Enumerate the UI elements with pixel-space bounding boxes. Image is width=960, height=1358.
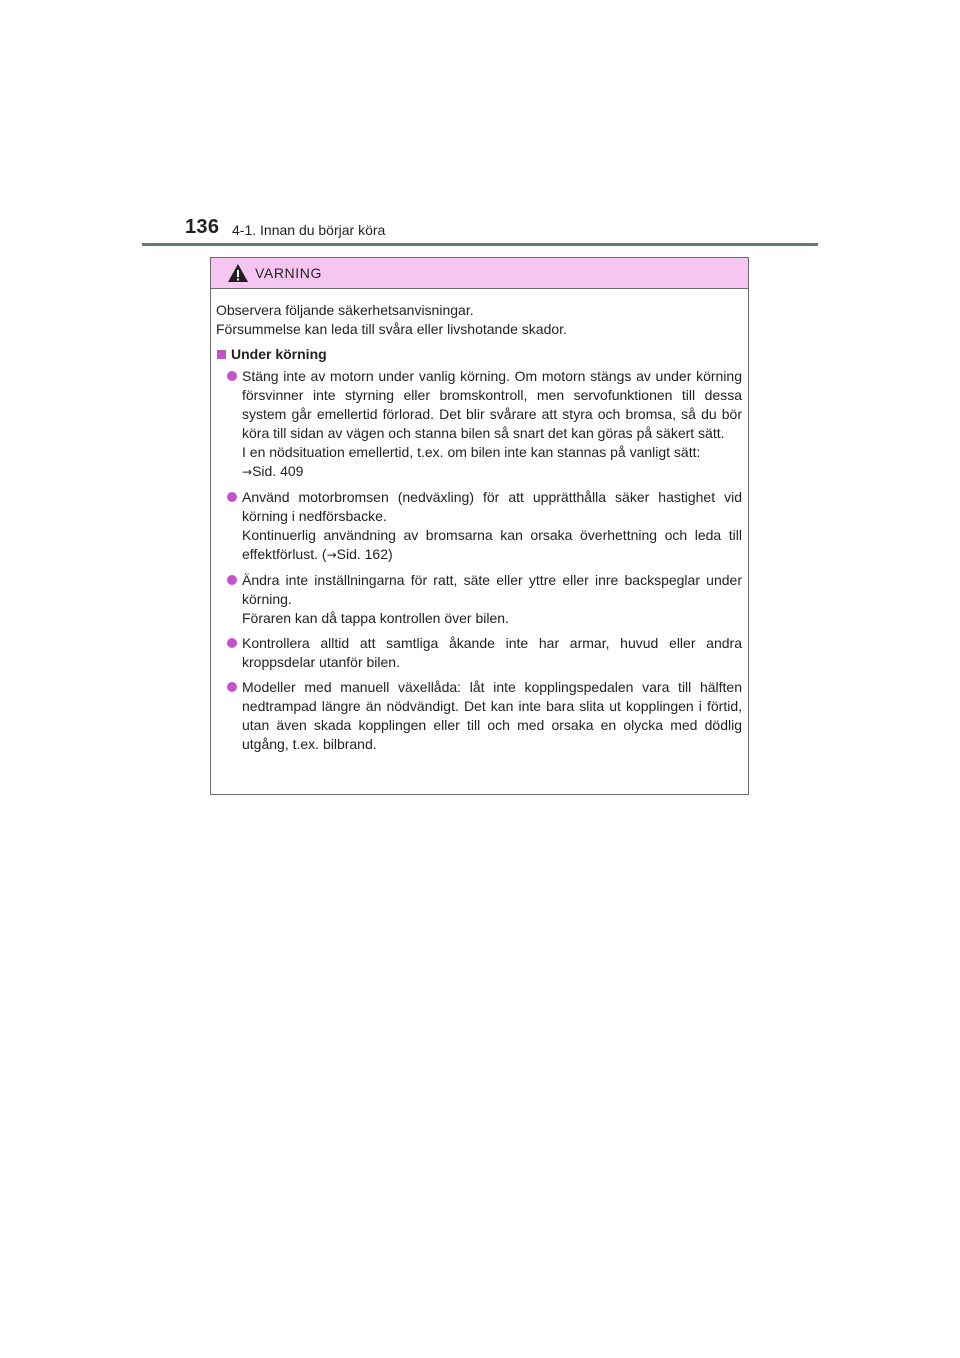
list-item	[216, 678, 742, 754]
square-bullet-icon	[217, 350, 226, 359]
bullet-text: Ändra inte inställningarna för ratt, säte eller yttre eller inre backspeglar under körning.	[242, 572, 742, 607]
bullet-text: I en nödsituation emellertid, t.ex. om bilen inte kan stannas på vanligt sätt:	[242, 444, 701, 460]
list-item	[216, 488, 742, 565]
subheading	[216, 345, 742, 364]
warning-body	[211, 289, 748, 754]
list-item	[216, 634, 742, 672]
bullet-text: Använd motorbromsen (nedväxling) för att upprätthålla säker hastighet vid körning i nedförsbacke.	[242, 489, 742, 524]
header-divider	[142, 243, 818, 246]
page-reference	[242, 462, 742, 482]
warning-triangle-icon	[227, 263, 249, 283]
list-item	[216, 367, 742, 482]
round-bullet-icon	[227, 575, 237, 585]
page-reference-text[interactable]: Sid. 162)	[336, 546, 393, 562]
page-number: 136	[185, 216, 220, 238]
round-bullet-icon	[227, 638, 237, 648]
bullet-text: Stäng inte av motorn under vanlig körning. Om motorn stängs av under körning försvinner inte styrning eller bromskontroll, men servofunktionen till dessa system går emellertid förlorad. Det blir svårare att styra och bromsa, så du bör köra till sidan av vägen och stanna bilen så snart det kan göras på säkert sätt.	[242, 368, 742, 441]
warning-intro	[216, 301, 742, 339]
list-item	[216, 571, 742, 628]
warning-list	[216, 367, 742, 754]
intro-line: Försummelse kan leda till svåra eller livshotande skador.	[216, 321, 567, 337]
round-bullet-icon	[227, 682, 237, 692]
subheading-text: Under körning	[231, 346, 327, 362]
round-bullet-icon	[227, 371, 237, 381]
intro-line: Observera följande säkerhetsanvisningar.	[216, 302, 474, 318]
arrow-icon: →	[326, 548, 337, 562]
bullet-text	[242, 526, 742, 565]
warning-box	[210, 257, 749, 795]
section-title: 4-1. Innan du börjar köra	[232, 222, 386, 238]
round-bullet-icon	[227, 492, 237, 502]
bullet-text: Modeller med manuell växellåda: låt inte kopplingspedalen vara till hälften nedtrampad längre än nödvändigt. Det kan inte bara slita ut kopplingen i förtid, utan även skada kopplingen eller till och med orsaka en olycka med dödlig utgång, t.ex. bilbrand.	[242, 679, 742, 752]
warning-header	[211, 258, 748, 289]
bullet-text: Kontrollera alltid att samtliga åkande inte har armar, huvud eller andra kroppsdelar utanför bilen.	[242, 635, 742, 670]
arrow-icon: →	[242, 465, 253, 479]
reference-lead-text: Kontinuerlig användning av bromsarna kan orsaka överhettning och leda till effektförlust. (	[242, 527, 742, 562]
warning-title: VARNING	[255, 265, 322, 281]
bullet-text: Föraren kan då tappa kontrollen över bilen.	[242, 610, 509, 626]
page-reference-text[interactable]: Sid. 409	[252, 463, 304, 479]
